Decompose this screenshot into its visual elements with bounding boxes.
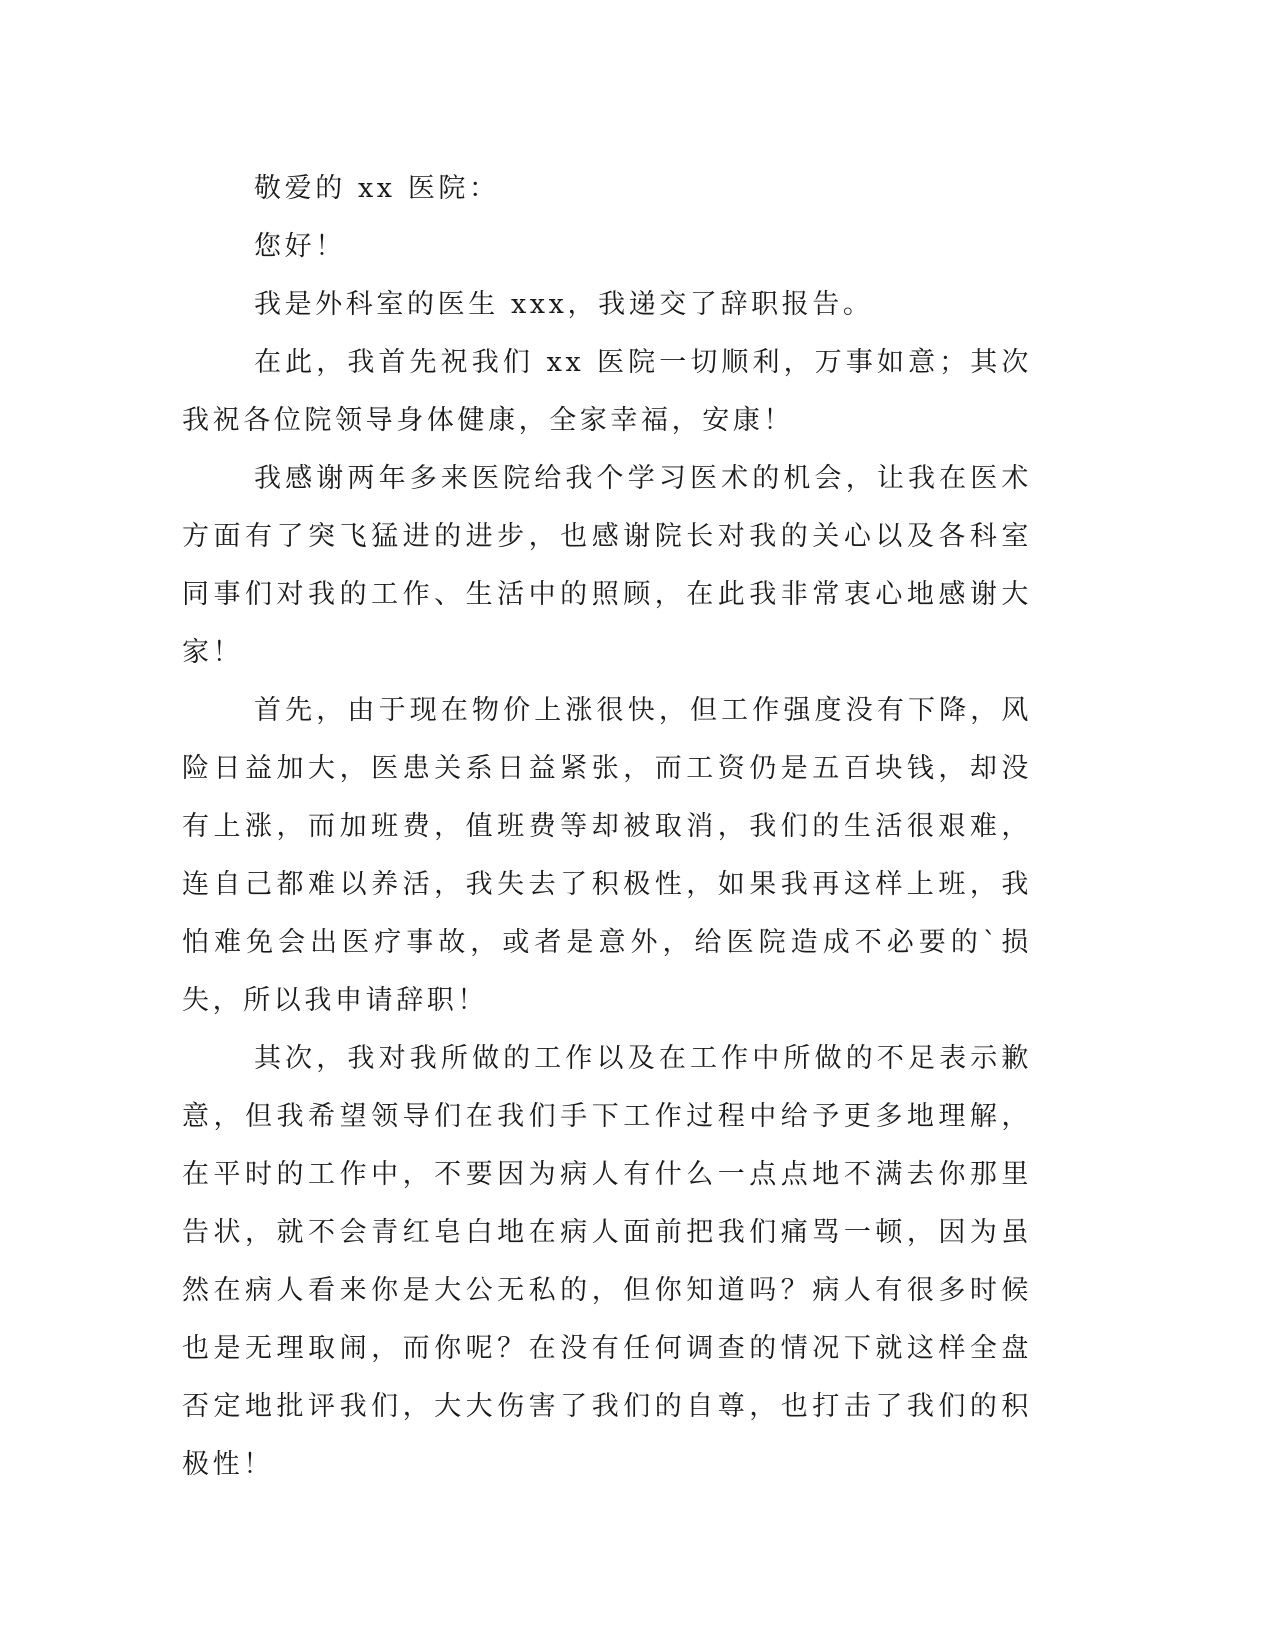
- paragraph-thanks: 我感谢两年多来医院给我个学习医术的机会，让我在医术方面有了突飞猛进的进步，也感谢院长对我的关心以及各科室同事们对我的工作、生活中的照顾，在此我非常衷心地感谢大家！: [182, 463, 1032, 668]
- paragraph-intro: 我是外科室的医生 xxx，我递交了辞职报告。: [254, 289, 874, 320]
- paragraph-wishes: 在此，我首先祝我们 xx 医院一切顺利，万事如意；其次我祝各位院领导身体健康，全家幸福，安康！: [182, 347, 1032, 436]
- paragraph-reason-second: 其次，我对我所做的工作以及在工作中所做的不足表示歉意，但我希望领导们在我们手下工作过程中给予更多地理解，在平时的工作中，不要因为病人有什么一点点地不满去你那里告状，就不会青红皂白地在病人面前把我们痛骂一顿，因为虽然在病人看来你是大公无私的，但你知道吗？病人有很多时候也是无理取闹，而你呢？在没有任何调查的情况下就这样全盘否定地批评我们，大大伤害了我们的自尊，也打击了我们的积极性！: [182, 1043, 1032, 1480]
- paragraph-reason-first: 首先，由于现在物价上涨很快，但工作强度没有下降，风险日益加大，医患关系日益紧张，而工资仍是五百块钱，却没有上涨，而加班费，值班费等却被取消，我们的生活很艰难，连自己都难以养活，我失去了积极性，如果我再这样上班，我怕难免会出医疗事故，或者是意外，给医院造成不必要的`损失，所以我申请辞职！: [182, 695, 1032, 1016]
- greeting: 您好！: [254, 231, 346, 262]
- salutation: 敬爱的 xx 医院：: [254, 173, 500, 204]
- letter-body: [182, 160, 1032, 1494]
